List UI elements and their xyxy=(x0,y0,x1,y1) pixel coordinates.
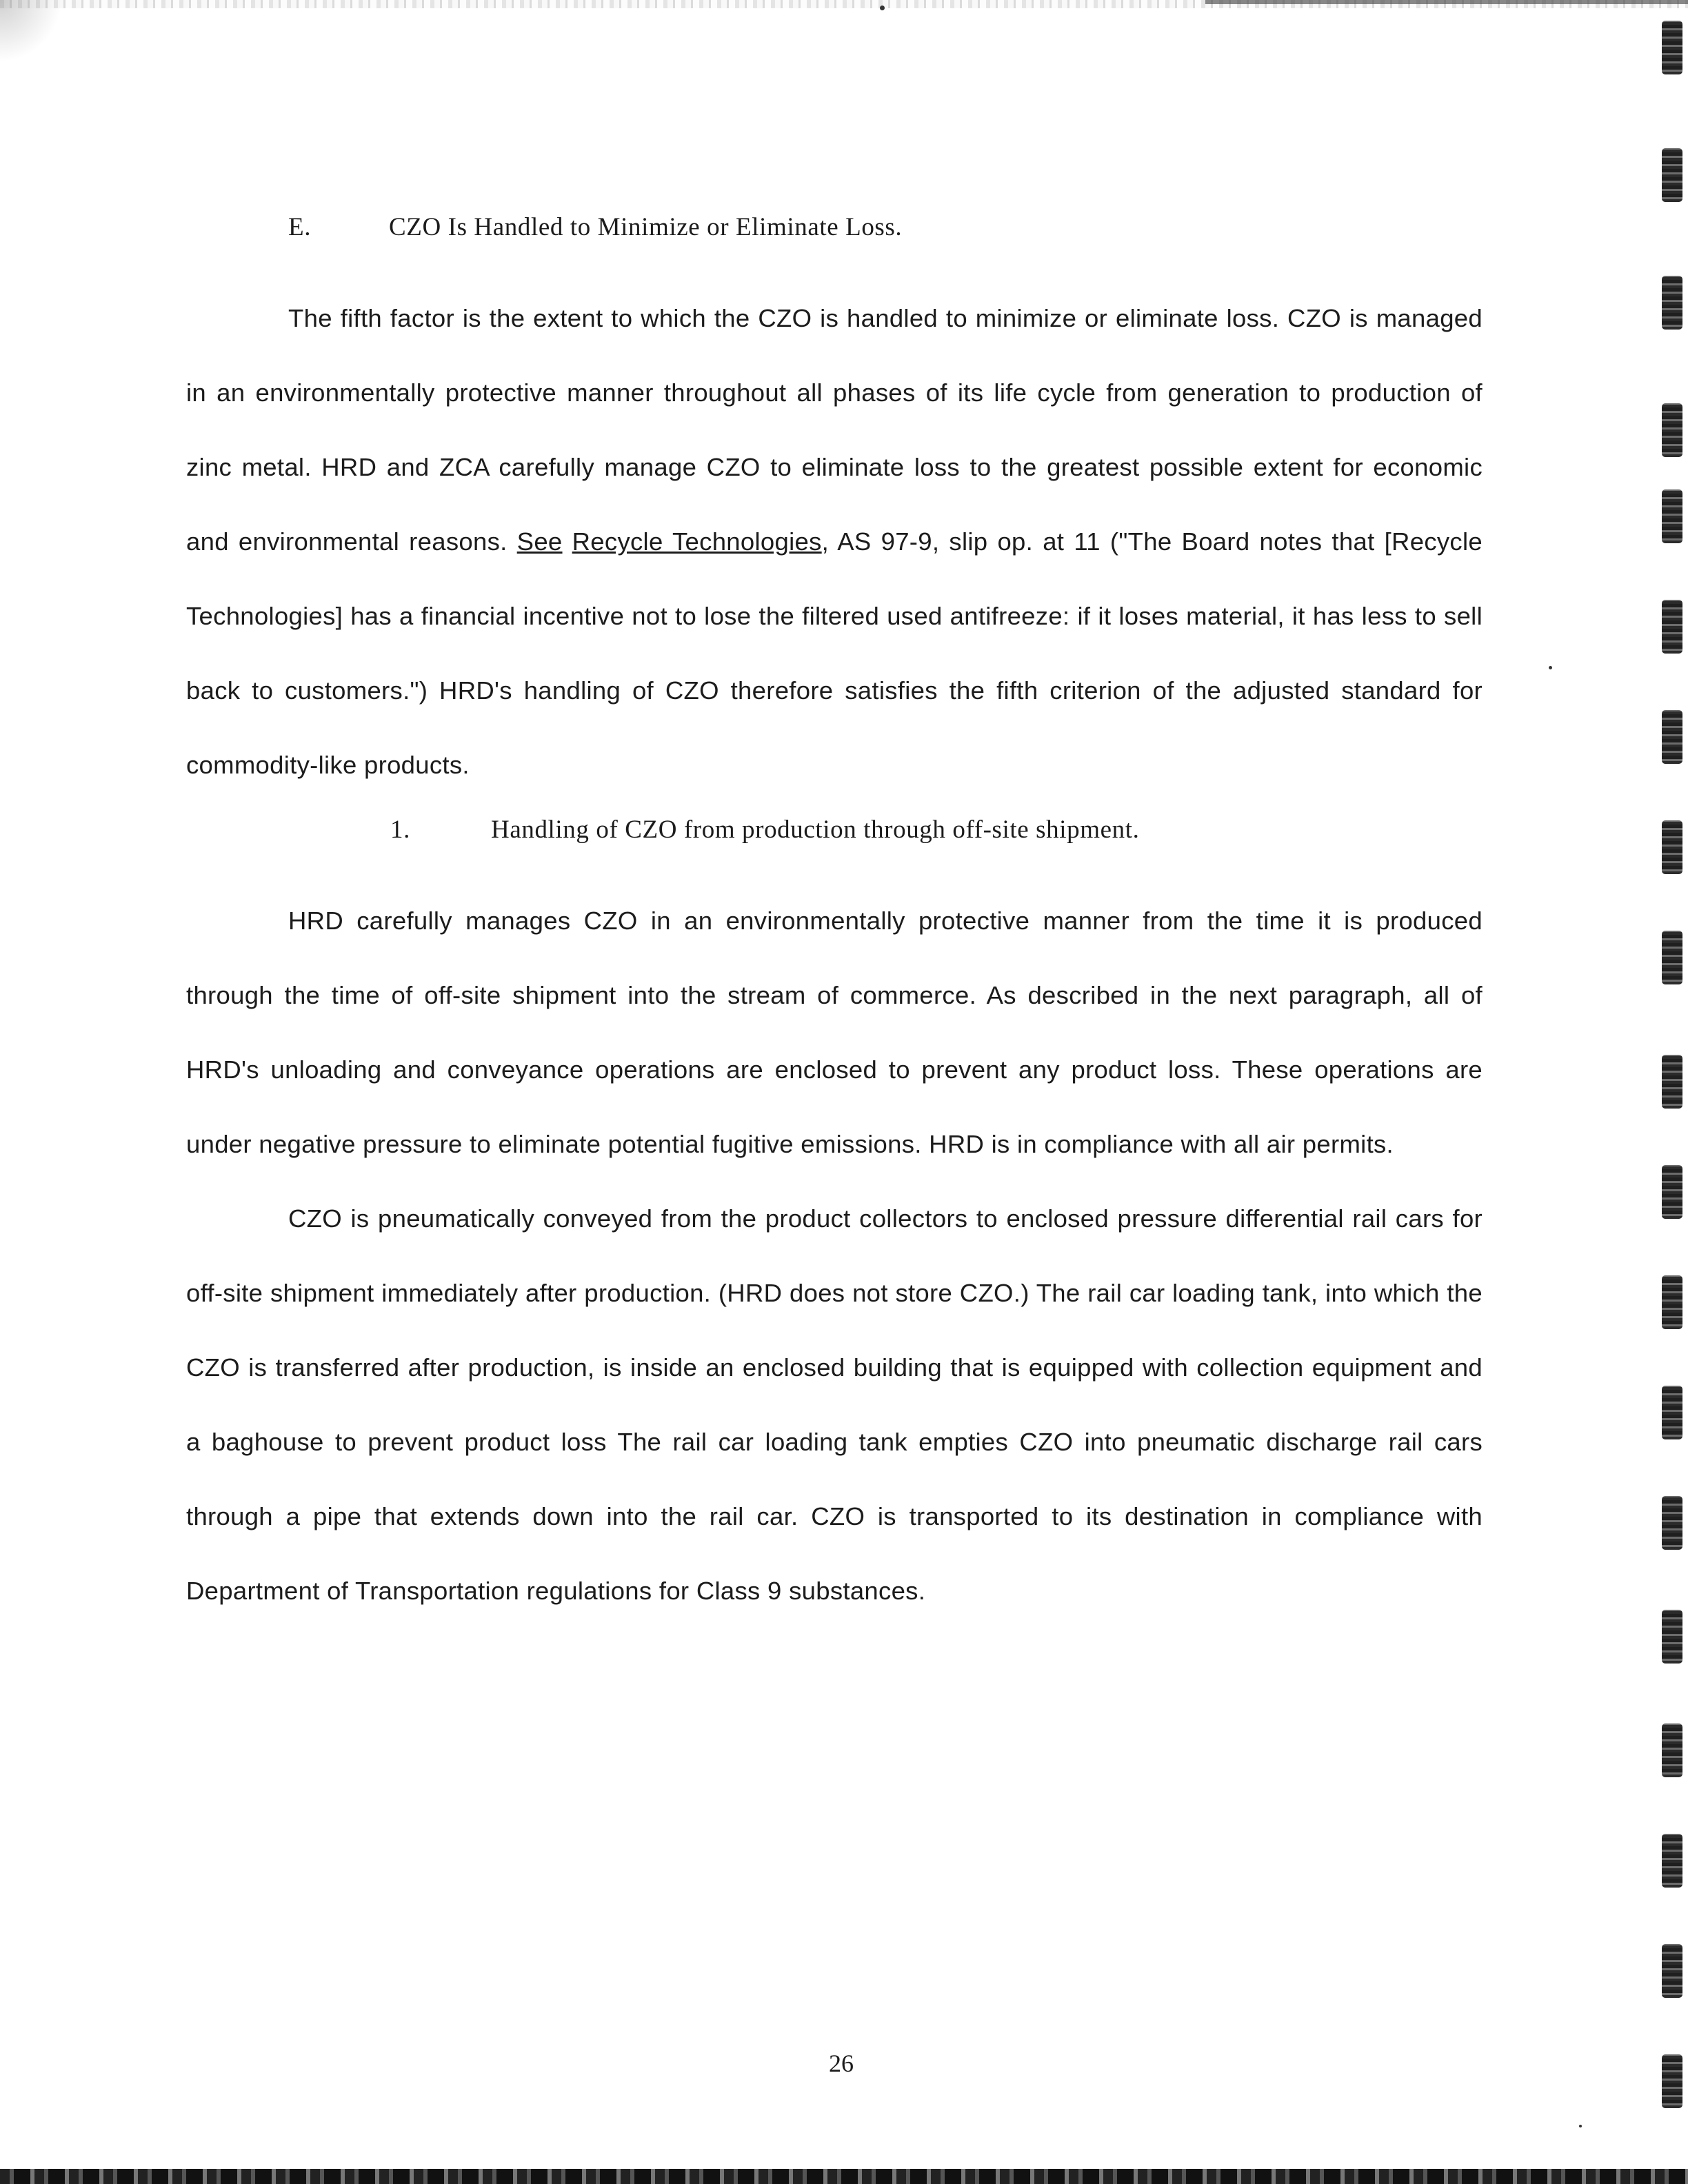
signal-see: See xyxy=(516,527,563,556)
binder-hole-mark xyxy=(1662,710,1682,764)
paragraph-text: The fifth factor is the extent to which the CZO is handled to minimize or eliminate loss. CZO is managed in an environmentally protective manner throughout all phases of its life cycle from generation to production of zinc metal. HRD and ZCA carefully manage CZO to eliminate loss to the greatest possible extent for economic and environmental reasons. xyxy=(186,304,1483,556)
scan-speck xyxy=(880,6,885,10)
binder-hole-mark xyxy=(1662,1386,1682,1439)
section-heading xyxy=(186,207,1483,248)
binder-hole-mark xyxy=(1662,600,1682,654)
document-page xyxy=(186,207,1483,1628)
page-number: 26 xyxy=(829,2050,854,2077)
binder-hole-mark xyxy=(1662,276,1682,330)
subsection-heading xyxy=(186,809,1483,851)
scan-speck xyxy=(1549,666,1552,669)
scan-edge-top-right xyxy=(1205,0,1688,4)
subsection-number: 1. xyxy=(390,816,410,844)
binder-hole-mark xyxy=(1662,1723,1682,1777)
section-title: CZO Is Handled to Minimize or Eliminate Loss. xyxy=(389,213,903,241)
binder-hole-mark xyxy=(1662,403,1682,457)
binder-hole-mark xyxy=(1662,1055,1682,1109)
paragraph-fifth-factor xyxy=(186,281,1483,802)
paragraph-text: , AS 97-9, slip op. at 11 ("The Board notes that [Recycle Technologies] has a financial incentive not to lose the filtered used antifreeze: if it loses material, it has less to sell back to customers.") HRD's handling of CZO therefore satisfies the fifth criterion of the adjusted standard for commodity-like products. xyxy=(186,527,1483,779)
binder-hole-mark xyxy=(1662,931,1682,984)
binder-hole-mark xyxy=(1662,21,1682,74)
binder-hole-mark xyxy=(1662,489,1682,543)
case-citation: Recycle Technologies xyxy=(572,527,822,556)
binder-hole-mark xyxy=(1662,1275,1682,1329)
binder-hole-mark xyxy=(1662,2054,1682,2108)
scan-edge-bottom xyxy=(0,2169,1688,2184)
subsection-title: Handling of CZO from production through off-site shipment. xyxy=(491,816,1140,844)
binder-hole-mark xyxy=(1662,1834,1682,1888)
binder-hole-mark xyxy=(1662,820,1682,874)
scan-speck xyxy=(1579,2125,1582,2127)
binder-hole-mark xyxy=(1662,1496,1682,1550)
scan-corner-shadow xyxy=(0,0,62,62)
binder-hole-mark xyxy=(1662,1165,1682,1219)
paragraph-conveyance: CZO is pneumatically conveyed from the product collectors to enclosed pressure differential rail cars for off-site shipment immediately after production. (HRD does not store CZO.) The rail car loading tank, into which the CZO is transferred after production, is inside an enclosed building that is equipped with collection equipment and a baghouse to prevent product loss The rail car loading tank empties CZO into pneumatic discharge rail cars through a pipe that extends down into the rail car. CZO is transported to its destination in compliance with Department of Transportation regulations for Class 9 substances. xyxy=(186,1204,1483,1605)
section-letter: E. xyxy=(288,213,312,241)
binder-hole-mark xyxy=(1662,148,1682,202)
paragraph-handling: HRD carefully manages CZO in an environmentally protective manner from the time it is produced through the time of off-site shipment into the stream of commerce. As described in the next paragraph, all of HRD's unloading and conveyance operations are enclosed to prevent any product loss. These operations are under negative pressure to eliminate potential fugitive emissions. HRD is in compliance with all air permits. xyxy=(186,907,1483,1158)
binder-hole-mark xyxy=(1662,1944,1682,1998)
binder-hole-mark xyxy=(1662,1610,1682,1664)
